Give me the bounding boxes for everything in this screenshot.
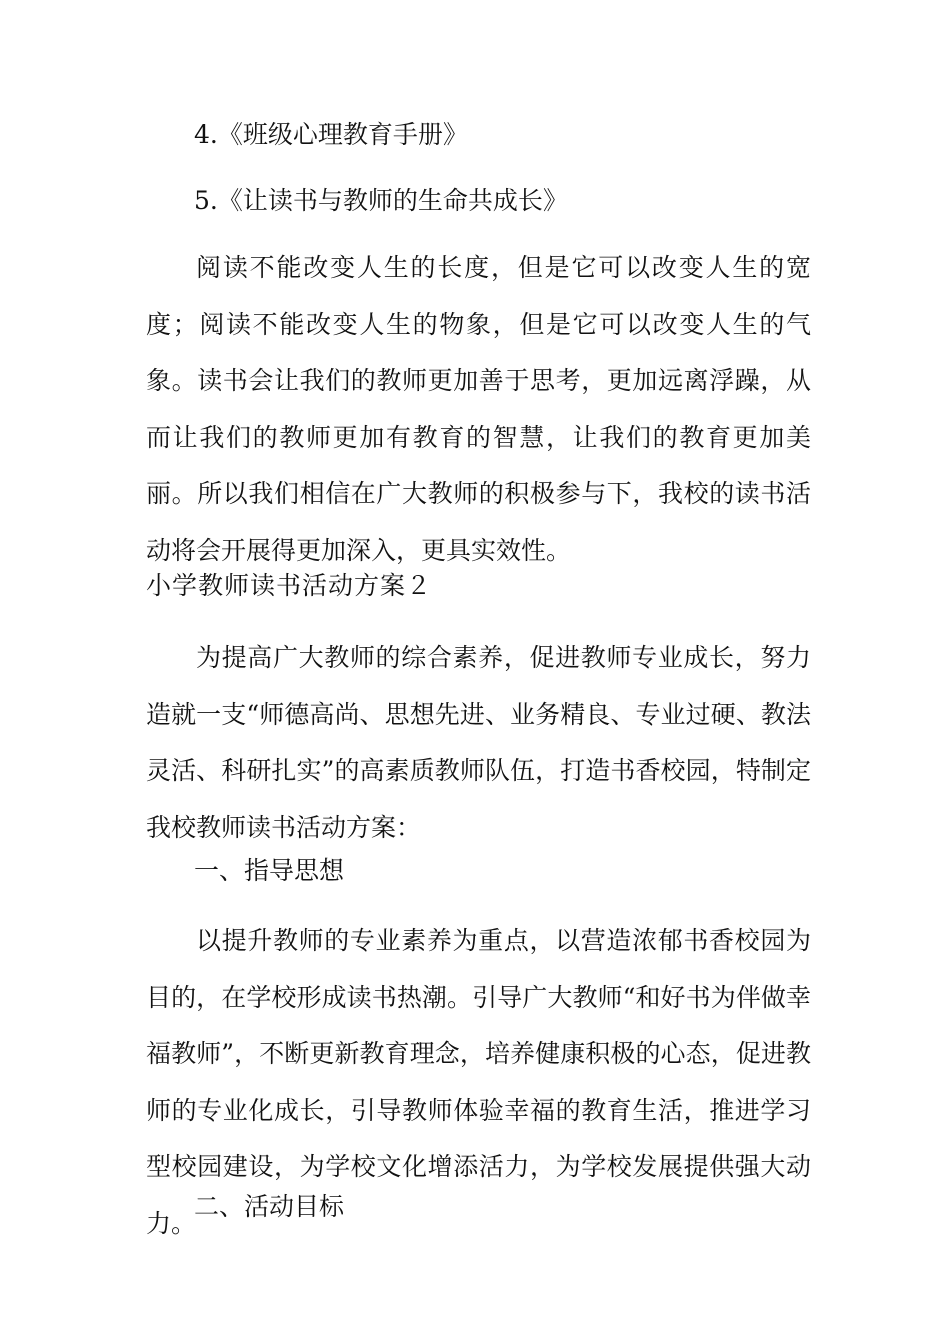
body-paragraph: 阅读不能改变人生的长度，但是它可以改变人生的宽度；阅读不能改变人生的物象，但是它可以改变人生的气象。读书会让我们的教师更加善于思考，更加远离浮躁，从而让我们的教师更加有教育的智慧，让我们的教育更加美丽。所以我们相信在广大教师的积极参与下，我校的读书活动将会开展得更加深入，更具实效性。 [146,253,811,565]
body-paragraph: 为提高广大教师的综合素养，促进教师专业成长，努力造就一支“师德高尚、思想先进、业务精良、专业过硬、教法灵活、科研扎实”的高素质教师队伍，打造书香校园，特制定我校教师读书活动方案： [146,643,811,842]
subheading: 一、指导思想 [194,856,345,885]
list-item: 5.《让读书与教师的生命共成长》 [194,186,568,215]
list-item: 4.《班级心理教育手册》 [194,120,468,149]
section-title: 小学教师读书活动方案２ [146,571,433,600]
subheading: 二、活动目标 [194,1192,345,1221]
body-paragraph: 以提升教师的专业素养为重点，以营造浓郁书香校园为目的，在学校形成读书热潮。引导广大教师“和好书为伴做幸福教师”，不断更新教育理念，培养健康积极的心态，促进教师的专业化成长，引导教师体验幸福的教育生活，推进学习型校园建设，为学校文化增添活力，为学校发展提供强大动力。 [146,926,811,1238]
